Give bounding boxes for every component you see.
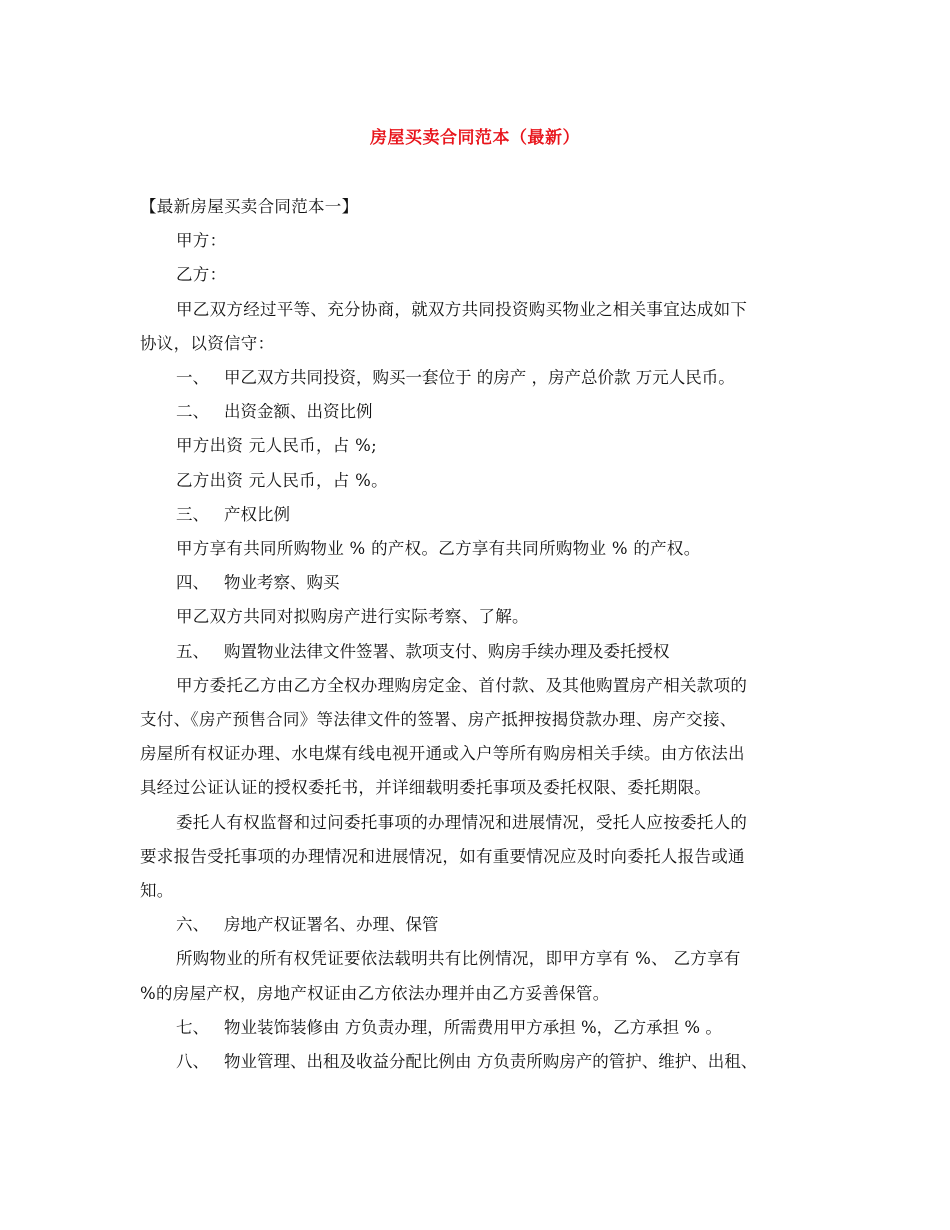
section-1 (140, 361, 820, 395)
section-3-body: 甲方享有共同所购物业 % 的产权。乙方享有共同所购物业 % 的产权。 (176, 539, 701, 559)
section-6-number: 六、 (176, 915, 209, 935)
section-2-title: 出资金额、出资比例 (224, 402, 373, 422)
section-7 (140, 1011, 820, 1045)
section-7-number: 七、 (176, 1017, 209, 1037)
section-5-para-2-line-3: 知。 (140, 881, 174, 901)
section-4-number: 四、 (176, 573, 209, 593)
section-1-number: 一、 (176, 368, 209, 388)
section-8 (140, 1045, 820, 1079)
section-8-text: 物业管理、出租及收益分配比例由 方负责所购房产的管护、维护、出租、 (224, 1052, 758, 1072)
section-5-para-1-line-2: 支付、《房产预售合同》等法律文件的签署、房产抵押按揭贷款办理、房产交接、 (140, 710, 737, 730)
section-3-number: 三、 (176, 504, 209, 524)
party-a-line: 甲方： (176, 231, 227, 251)
section-6-title: 房地产权证署名、办理、保管 (224, 915, 439, 935)
document-title: 房屋买卖合同范本（最新） (370, 128, 580, 148)
section-5-para-1-line-1: 甲方委托乙方由乙方全权办理购房定金、首付款、及其他购置房产相关款项的 (176, 675, 748, 695)
preamble-line-1: 甲乙双方经过平等、充分协商，就双方共同投资购买物业之相关事宜达成如下 (176, 299, 748, 319)
contract-heading: 【最新房屋买卖合同范本一】 (140, 197, 359, 216)
section-4 (140, 566, 820, 600)
section-3-title: 产权比例 (224, 504, 290, 524)
section-4-body: 甲乙双方共同对拟购房产进行实际考察、了解。 (176, 607, 529, 627)
section-5-para-2-line-1: 委托人有权监督和过问委托事项的办理情况和进展情况，受托人应按委托人的 (176, 812, 748, 832)
section-1-text: 甲乙双方共同投资，购买一套位于 的房产 ，房产总价款 万元人民币。 (224, 368, 735, 388)
section-8-number: 八、 (176, 1052, 209, 1072)
section-3 (140, 498, 820, 532)
section-2-number: 二、 (176, 402, 209, 422)
section-2-party-b: 乙方出资 元人民币，占 %。 (176, 470, 388, 490)
preamble-line-2: 协议，以资信守： (140, 333, 275, 353)
section-5 (140, 635, 820, 669)
section-4-title: 物业考察、购买 (224, 573, 340, 593)
section-2 (140, 395, 820, 429)
section-2-party-a: 甲方出资 元人民币，占 %; (176, 436, 377, 456)
section-5-para-1-line-3: 房屋所有权证办理、水电煤有线电视开通或入户等所有购房相关手续。由方依法出 (140, 744, 745, 764)
section-5-title: 购置物业法律文件签署、款项支付、购房手续办理及委托授权 (224, 641, 670, 661)
section-7-text: 物业装饰装修由 方负责办理，所需费用甲方承担 %，乙方承担 % 。 (224, 1017, 722, 1037)
document-body (140, 190, 820, 1079)
section-6-line-2: %的房屋产权，房地产权证由乙方依法办理并由乙方妥善保管。 (140, 983, 610, 1003)
section-5-para-2-line-2: 要求报告受托事项的办理情况和进展情况，如有重要情况应及时向委托人报告或通 (140, 846, 745, 866)
section-6-line-1: 所购物业的所有权凭证要依法载明共有比例情况，即甲方享有 %、 乙方享有 (176, 949, 741, 969)
party-b-line: 乙方： (176, 265, 227, 285)
section-5-number: 五、 (176, 641, 209, 661)
section-6 (140, 908, 820, 942)
section-5-para-1-line-4: 具经过公证认证的授权委托书，并详细载明委托事项及委托权限、委托期限。 (140, 778, 712, 798)
